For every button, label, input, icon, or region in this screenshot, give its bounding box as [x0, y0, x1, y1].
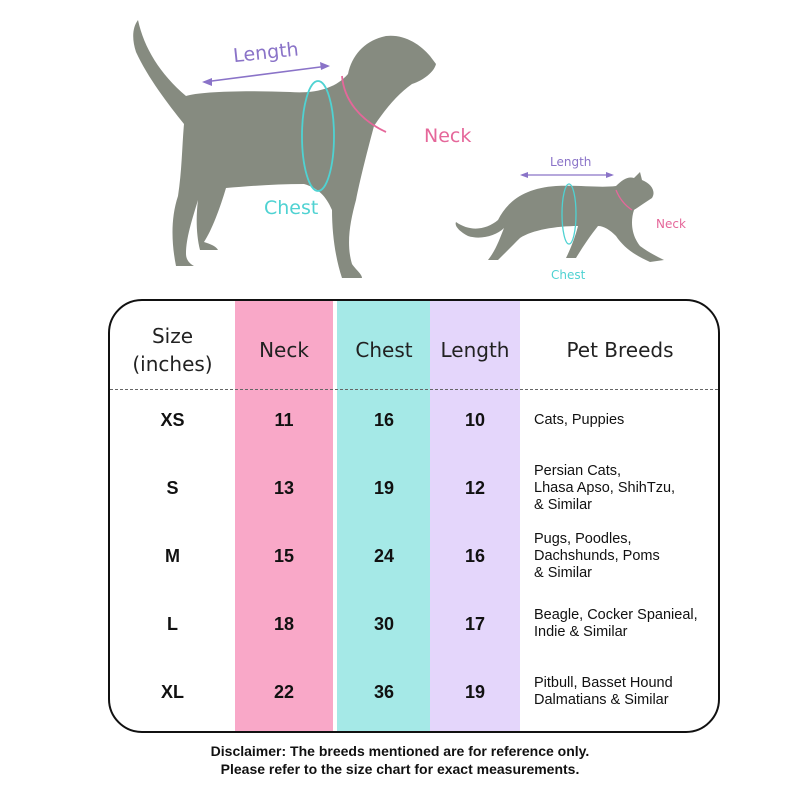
length-cell: 16 — [464, 545, 486, 566]
table-row — [110, 662, 718, 722]
breeds-line: Dalmatians & Similar — [534, 692, 669, 708]
table-row — [110, 526, 718, 586]
dog-length-arrow — [202, 62, 330, 86]
neck-header: Neck — [259, 338, 309, 362]
dog-chest-label: Chest — [264, 197, 319, 219]
breeds-line: Pugs, Poodles, — [534, 530, 632, 547]
breeds-line: Pitbull, Basset Hound — [534, 675, 673, 691]
breeds-line: & Similar — [534, 496, 593, 513]
breeds-cell — [534, 526, 720, 586]
breeds-line: Indie & Similar — [534, 624, 628, 640]
cat-silhouette — [456, 172, 664, 262]
chest-header: Chest — [355, 338, 413, 362]
size-cell: S — [166, 477, 179, 498]
breeds-line: Dachshunds, Poms — [534, 547, 660, 564]
length-cell: 10 — [464, 409, 486, 430]
neck-cell: 11 — [274, 409, 294, 430]
breeds-line: Persian Cats, — [534, 462, 622, 479]
cat-chest-label: Chest — [551, 268, 586, 282]
breeds-header: Pet Breeds — [566, 338, 674, 362]
breeds-cell — [534, 458, 720, 518]
breeds-cell — [534, 390, 720, 450]
size-chart-table — [108, 299, 720, 733]
neck-cell: 15 — [273, 545, 295, 566]
size-cell: L — [167, 613, 178, 634]
neck-cell: 13 — [273, 477, 295, 498]
table-row — [110, 390, 718, 450]
size-cell: M — [165, 545, 180, 566]
size-header — [110, 315, 235, 385]
cat-length-label: Length — [550, 155, 592, 169]
length-header: Length — [440, 338, 510, 362]
length-cell: 12 — [464, 477, 486, 498]
dog-neck-label: Neck — [424, 125, 472, 147]
length-cell: 19 — [464, 681, 486, 702]
size-cell: XS — [160, 409, 185, 430]
cat-neck-label: Neck — [656, 217, 686, 231]
size-cell: XL — [160, 681, 184, 702]
table-row — [110, 458, 718, 518]
size-header-line1: Size — [151, 324, 194, 348]
chest-cell: 24 — [373, 545, 395, 566]
breeds-cell — [534, 594, 720, 654]
disclaimer — [0, 742, 800, 778]
dog-length-label: Length — [232, 38, 300, 68]
breeds-line: Lhasa Apso, ShihTzu, — [534, 479, 676, 496]
cat-length-arrow — [520, 172, 614, 178]
pet-measurement-illustration — [0, 0, 800, 295]
neck-cell: 18 — [273, 613, 295, 634]
chest-cell: 19 — [373, 477, 395, 498]
length-cell: 17 — [464, 613, 486, 634]
disclaimer-line-2: Please refer to the size chart for exact measurements. — [220, 761, 580, 777]
chest-cell: 16 — [373, 409, 395, 430]
chest-cell: 30 — [373, 613, 395, 634]
chest-cell: 36 — [373, 681, 395, 702]
breeds-cell — [534, 662, 720, 722]
table-row — [110, 594, 718, 654]
size-header-line2: (inches) — [132, 352, 213, 376]
breeds-line: & Similar — [534, 564, 593, 581]
disclaimer-line-1: Disclaimer: The breeds mentioned are for reference only. — [210, 743, 590, 759]
neck-cell: 22 — [273, 681, 295, 702]
breeds-line: Beagle, Cocker Spanieal, — [534, 607, 698, 623]
breeds-line: Cats, Puppies — [534, 411, 625, 428]
